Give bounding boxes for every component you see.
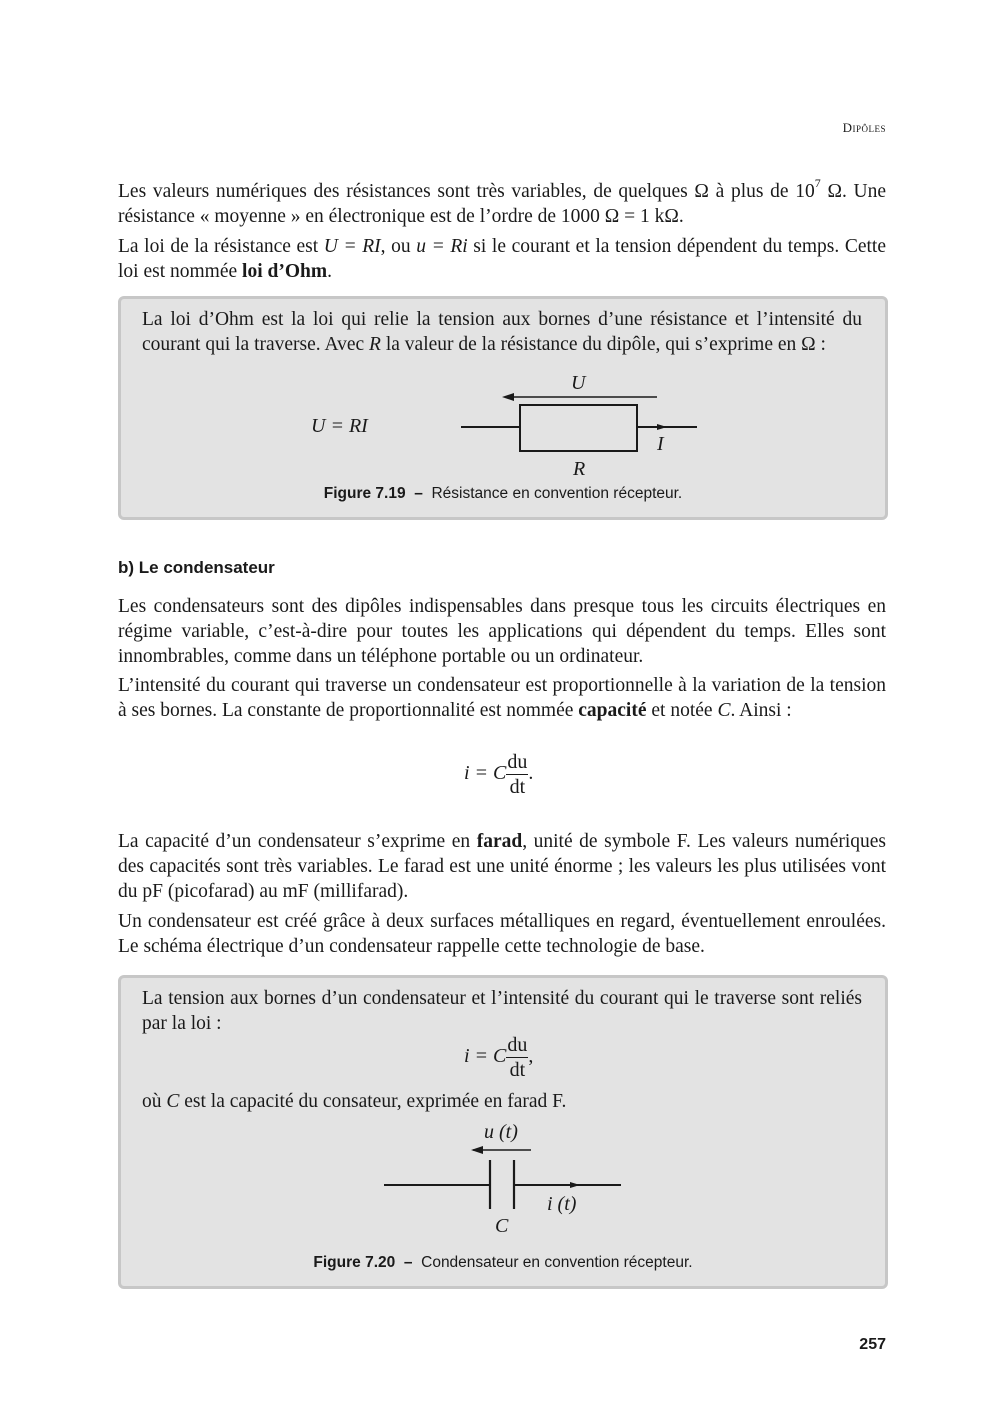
- paragraph-capacitor-construction: Un condensateur est créé grâce à deux surfaces métalliques en regard, éventuellement enroulées. Le schéma électrique d’un condensateur rappelle cette technologie de base.: [118, 911, 886, 957]
- section-heading: b) Le condensateur: [118, 558, 275, 577]
- running-head: Dipôles: [842, 120, 886, 135]
- label-c: C: [495, 1215, 509, 1237]
- capacitor-equation: i = C $\frac{du}{dt}$ .: [464, 751, 534, 798]
- capacitor-law-box: [118, 975, 888, 1289]
- ohm-law-box: [118, 296, 888, 520]
- resistor-body: [520, 405, 637, 451]
- voltage-arrow-head: [502, 393, 514, 401]
- paragraph-capacitor-current: L’intensité du courant qui traverse un condensateur est proportionnelle à la variation de la tension à ses bornes. La constante de proportionnalité est nommée capacité et notée C. Ainsi :: [118, 675, 886, 721]
- capacitor-law-box-text: La tension aux bornes d’un condensateur et l’intensité du courant qui le traverse sont reliés par la loi :: [142, 988, 862, 1034]
- capacitor-law-equation: i = C $\frac{du}{dt}$ ,: [464, 1034, 534, 1081]
- figure-7-20-caption: Figure 7.20 – Condensateur en convention récepteur.: [313, 1254, 693, 1271]
- paragraph-capacitor-intro: Les condensateurs sont des dipôles indispensables dans presque tous les circuits électriques en régime variable, c’est-à-dire pour toutes les applications qui dépendent du temps. Elles sont innombrables, comme dans un téléphone portable ou un ordinateur.: [118, 596, 886, 667]
- figure-7-19-caption: Figure 7.19 – Résistance en convention récepteur.: [323, 485, 683, 502]
- ohm-law-box-text: La loi d’Ohm est la loi qui relie la tension aux bornes d’une résistance et l’intensité du courant qui la traverse. Avec R la valeur de la résistance du dipôle, qui s’exprime en Ω :: [142, 309, 862, 355]
- label-r: R: [573, 458, 586, 480]
- page-number: 257: [859, 1336, 886, 1353]
- label-u: U: [571, 372, 586, 394]
- voltage-arrow-head: [471, 1146, 483, 1154]
- capacitor-diagram: [121, 978, 885, 1286]
- label-u-t: u (t): [484, 1121, 518, 1143]
- label-i-t: i (t): [547, 1193, 577, 1215]
- label-i: I: [657, 433, 664, 455]
- paragraph-ohm-law: La loi de la résistance est U = RI, ou u = Ri si le courant et la tension dépendent du temps. Cette loi est nommée loi d’Ohm.: [118, 236, 887, 282]
- capacitor-law-box-text-2: où C est la capacité du consateur, exprimée en farad F.: [142, 1091, 567, 1112]
- paragraph-farad: La capacité d’un condensateur s’exprime en farad, unité de symbole F. Les valeurs numériques des capacités sont très variables. Le farad est une unité énorme ; les valeurs les plus utilisées vont du pF (picofarad) au mF (millifarad).: [118, 831, 887, 902]
- paragraph-resistance-values: Les valeurs numériques des résistances sont très variables, de quelques Ω à plus de $10^7$ Ω. Une résistance « moyenne » en électronique est de l’ordre de 1000 Ω = 1 kΩ.: [118, 176, 886, 227]
- current-arrow-head: [657, 424, 667, 430]
- ohm-formula: U = RI: [311, 415, 368, 437]
- current-arrow-head: [570, 1182, 580, 1188]
